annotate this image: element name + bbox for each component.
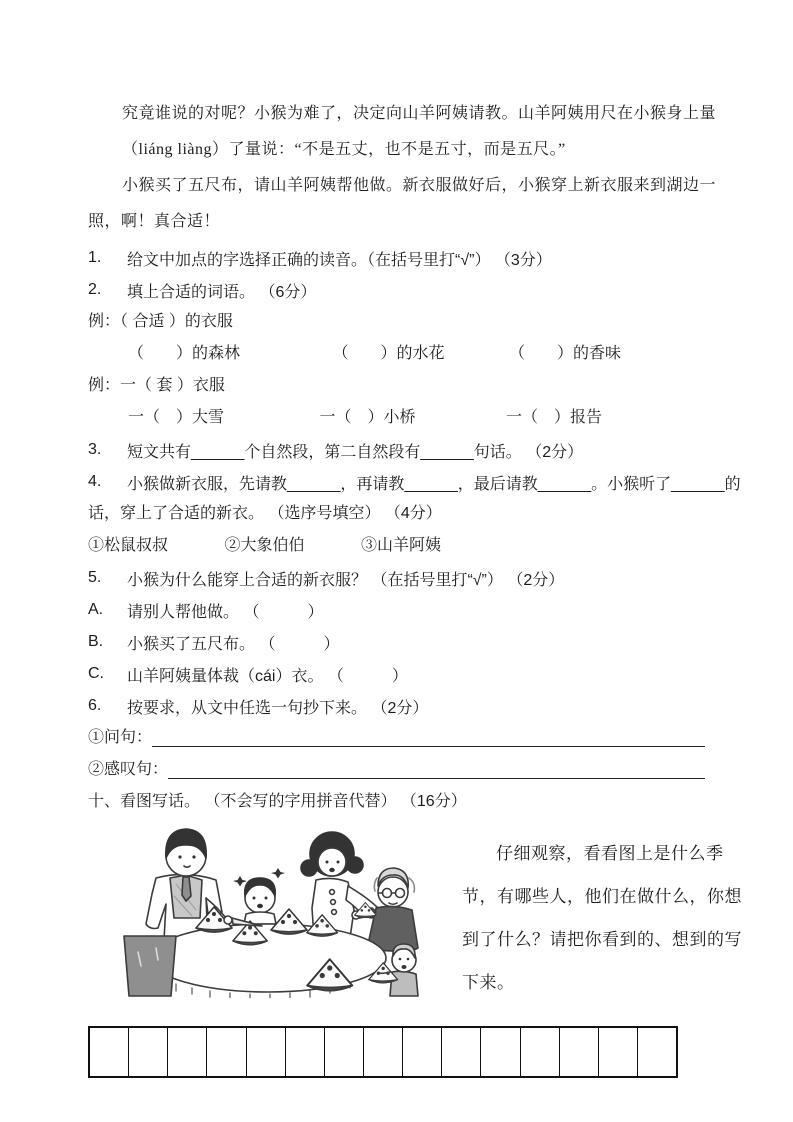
question-6-text: 按要求，从文中任选一句抄下来。 （2分）: [127, 699, 429, 717]
question-5: [88, 562, 705, 594]
question-4-number: 4.: [88, 473, 102, 490]
question-2-example-1: 例：（ 合适 ）的衣服: [88, 313, 233, 330]
question-3-text: 短文共有______个自然段，第二自然段有______句话。 （2分）: [127, 443, 584, 461]
grid-cell: [599, 1028, 638, 1076]
reading-passage: [88, 96, 717, 240]
question-5-choice-b: [88, 626, 705, 658]
question-6-number: 6.: [88, 697, 102, 714]
question-4-text-line-2: 话，穿上了合适的新衣。 （选序号填空） （4分）: [88, 505, 442, 522]
fill-blank-spray: （ ）的水花: [332, 345, 445, 362]
question-5-choice-c: [88, 658, 705, 690]
grid-cell: [207, 1028, 246, 1076]
question-2-example-2: 例：一（ 套 ）衣服: [88, 377, 225, 394]
question-2: [88, 274, 705, 306]
passage-line-3: 小猴买了五尺布，请山羊阿姨帮他做。新衣服做好后，小猴穿上新衣服来到湖边一: [122, 177, 717, 194]
choice-b-text: 小猴买了五尺布。 （ ）: [127, 635, 340, 653]
question-5-choice-a: [88, 594, 705, 626]
question-3-number: 3.: [88, 441, 102, 458]
question-6: [88, 690, 705, 722]
grid-cell: [168, 1028, 207, 1076]
family-watermelon-illustration: [110, 820, 425, 998]
question-1-text: 给文中加点的字选择正确的读音。（在括号里打“√”） （3分）: [127, 251, 552, 269]
question-2-text: 填上合适的词语。 （6分）: [127, 283, 317, 301]
passage-line-2: （liáng liàng）了量说：“不是五丈，也不是五寸，而是五尺。”: [122, 141, 566, 158]
answer-line: [152, 746, 705, 747]
question-2-fill-row-2: [88, 402, 705, 434]
prompt-line-1: 仔细观察，看看图上是什么季: [496, 844, 724, 863]
grid-cell: [325, 1028, 364, 1076]
passage-line-1: 究竟谁说的对呢？小猴为难了，决定向山羊阿姨请教。山羊阿姨用尺在小猴身上量: [122, 105, 717, 122]
writing-prompt: [462, 832, 742, 1004]
choice-c-text: 山羊阿姨量体裁（cái）衣。 （ ）: [127, 667, 408, 685]
grid-cell: [481, 1028, 520, 1076]
question-1: [88, 242, 705, 274]
grid-cell: [286, 1028, 325, 1076]
grid-cell: [403, 1028, 442, 1076]
question-1-number: 1.: [88, 249, 102, 266]
option-squirrel-uncle: ①松鼠叔叔: [88, 537, 169, 554]
fill-blank-forest: （ ）的森林: [128, 345, 241, 362]
question-4-options: [88, 530, 705, 562]
passage-line-4: 照，啊！真合适！: [88, 213, 221, 230]
writing-grid: [88, 1026, 678, 1078]
question-list: [88, 242, 741, 818]
prompt-line-2: 节，有哪些人，他们在做什么，你想: [462, 887, 742, 906]
prompt-line-4: 下来。: [462, 973, 515, 992]
choice-b-label: B.: [88, 633, 104, 650]
question-mark-sentence-label: ①问句：: [88, 729, 153, 746]
option-elephant-uncle: ②大象伯伯: [224, 537, 305, 554]
question-6-sub-1: [88, 722, 705, 754]
question-6-sub-2: [88, 754, 705, 786]
question-3: [88, 434, 705, 466]
prompt-line-3: 到了什么？请把你看到的、想到的写: [462, 930, 742, 949]
choice-a-label: A.: [88, 601, 104, 618]
grid-cell: [364, 1028, 403, 1076]
choice-a-text: 请别人帮他做。 （ ）: [127, 603, 324, 621]
grid-cell: [521, 1028, 560, 1076]
question-4-text-line-1: 小猴做新衣服，先请教______，再请教______，最后请教______。小猴听了______的: [127, 475, 741, 493]
question-5-text: 小猴为什么能穿上合适的新衣服？ （在括号里打“√”） （2分）: [127, 571, 565, 589]
grid-cell: [560, 1028, 599, 1076]
figure-section: [88, 820, 742, 1004]
question-4: [88, 466, 741, 498]
answer-line: [168, 778, 705, 779]
question-2-number: 2.: [88, 281, 102, 298]
grid-cell: [129, 1028, 168, 1076]
choice-c-label: C.: [88, 665, 104, 682]
option-goat-aunt: ③山羊阿姨: [360, 537, 441, 554]
fill-blank-bridge: 一（ ）小桥: [319, 409, 416, 426]
exclamation-sentence-label: ②感叹句：: [88, 761, 169, 778]
grid-cell: [247, 1028, 286, 1076]
question-2-fill-row-1: [88, 338, 705, 370]
grid-cell: [442, 1028, 481, 1076]
section-10-title: 十、看图写话。 （不会写的字用拼音代替） （16分）: [88, 793, 467, 810]
grid-cell: [90, 1028, 129, 1076]
fill-blank-scent: （ ）的香味: [508, 345, 621, 362]
question-5-number: 5.: [88, 569, 102, 586]
fill-blank-report: 一（ ）报告: [505, 409, 602, 426]
grid-cell: [638, 1028, 676, 1076]
fill-blank-snow: 一（ ）大雪: [128, 409, 225, 426]
